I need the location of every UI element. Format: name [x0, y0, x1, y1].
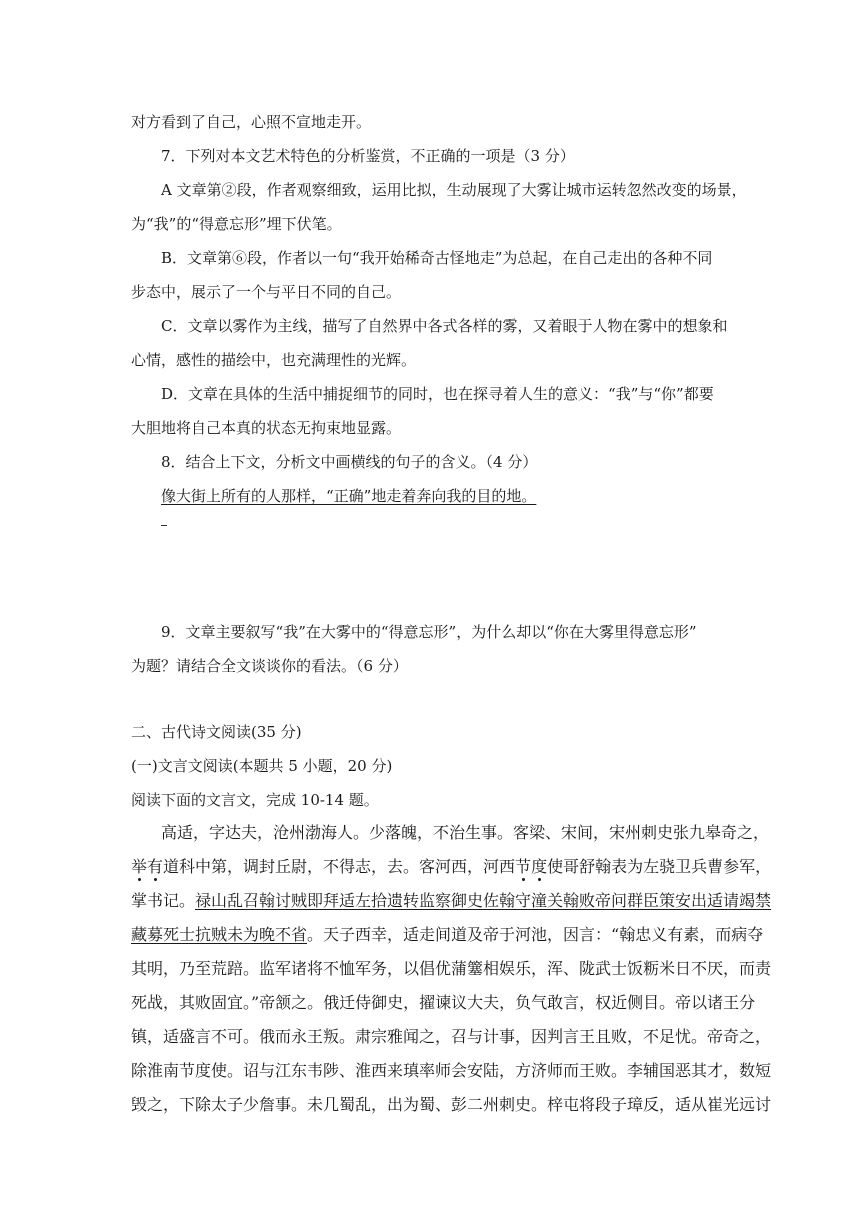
text-line: 心情，感性的描绘中，也充满理性的光辉。: [131, 351, 417, 369]
section-heading: 二、古代诗文阅读(35 分): [131, 723, 302, 741]
classical-text-line: 死战，其败固宜。”帝颔之。俄迁侍御史，擢谏议大夫，负气敢言，权近侧目。帝以诸王分: [131, 993, 756, 1012]
underlined-passage: 禄山乱召翰讨贼即拜适左拾遗转监察御史佐翰守潼关翰败帝问群臣策安出适请竭禁: [195, 891, 772, 910]
classical-text-line: 其明，乃至荒踣。监军诸将不恤军务，以倡优蒲簺相娱乐，浑、陇武士饭粝米日不厌，而责: [131, 959, 772, 978]
text-span: 使哥舒翰表为左骁卫兵曹参军，: [547, 857, 772, 876]
classical-text-line: 除淮南节度使。诏与江东韦陟、淮西来瑱率师会安陆，方济师而王败。李辅国恶其才，数短: [131, 1061, 772, 1080]
question-9: 9．文章主要叙写“我”在大雾中的“得意忘形”，为什么却以“你在大雾里得意忘形”: [161, 623, 697, 641]
text-span: 。天子西幸，适走间道及帝于河池，因言：“翰忠义有素，而病夺: [307, 925, 764, 944]
classical-text-line: 镇，适盛言不可。俄而永王叛。肃宗雅闻之，召与计事，因判言王且败，不足忧。帝奇之，: [131, 1027, 772, 1046]
classical-text-line: [131, 857, 771, 877]
text-line: 步态中，展示了一个与平日不同的自己。: [131, 283, 402, 301]
instruction: 阅读下面的文言文，完成 10-14 题。: [131, 791, 379, 809]
text-span: 掌书记。: [131, 891, 196, 910]
answer-blank: [161, 525, 167, 526]
text-line: 为题？请结合全文谈谈你的看法。（6 分）: [131, 657, 408, 675]
subsection-heading: (一)文言文阅读(本题共 5 小题，20 分): [131, 757, 393, 775]
classical-text-line: [131, 891, 771, 911]
text-line: 对方看到了自己，心照不宣地走开。: [131, 113, 372, 131]
emphasis-char: 有: [147, 857, 164, 876]
option-b: B．文章第⑥段，作者以一句“我开始稀奇古怪地走”为总起，在自己走出的各种不同: [161, 249, 713, 267]
underlined-passage: 藏募死士抗贼未为晚不省: [131, 925, 308, 944]
text-line: 大胆地将自己本真的状态无拘束地显露。: [131, 419, 402, 437]
option-c: C．文章以雾作为主线，描写了自然界中各式各样的雾，又着眼于人物在雾中的想象和: [161, 317, 728, 335]
option-d: D．文章在具体的生活中捕捉细节的同时，也在探寻着人生的意义：“我”与“你”都要: [161, 385, 714, 403]
classical-text-line: [131, 925, 763, 945]
text-span: 道科中第，调封丘尉，不得志，去。客河西，河西: [163, 857, 516, 876]
question-8: 8．结合上下文，分析文中画横线的句子的含义。（4 分）: [161, 453, 538, 471]
emphasis-char: 节: [515, 857, 532, 876]
emphasis-char: 举: [131, 857, 148, 876]
classical-text-line: 毁之，下除太子少詹事。未几蜀乱，出为蜀、彭二州刺史。梓屯将段子璋反，适从崔光远讨: [131, 1095, 772, 1114]
classical-text-line: 高适，字达夫，沧州渤海人。少落魄，不治生事。客梁、宋间，宋州刺史张九皋奇之，: [161, 823, 770, 842]
option-a: A 文章第②段，作者观察细致，运用比拟，生动展现了大雾让城市运转忽然改变的场景，: [161, 181, 747, 199]
question-7: 7．下列对本文艺术特色的分析鉴赏，不正确的一项是（3 分）: [161, 147, 575, 165]
underlined-sentence: 像大街上所有的人那样，“正确”地走着奔向我的目的地。: [161, 487, 537, 505]
text-line: 为“我”的“得意忘形”埋下伏笔。: [131, 215, 342, 233]
emphasis-char: 度: [531, 857, 548, 876]
